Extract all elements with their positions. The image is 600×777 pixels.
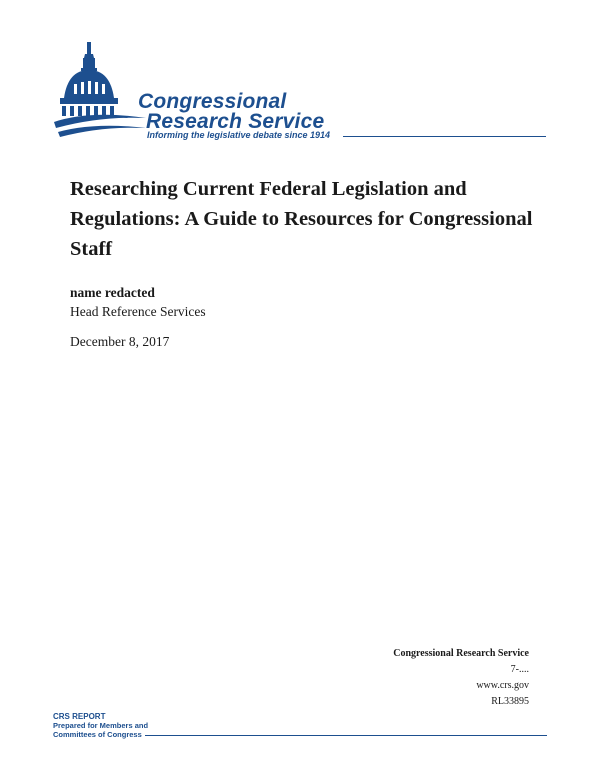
tagline-rule	[343, 136, 546, 137]
publisher-info	[393, 646, 529, 710]
footer-subtitle-line2: Committees of Congress	[53, 730, 142, 739]
report-number: RL33895	[491, 696, 529, 707]
capitol-dome-icon	[50, 40, 150, 145]
footer-subtitle-line1: Prepared for Members and	[53, 721, 149, 730]
org-name-line1: Congressional	[138, 90, 287, 113]
report-title: Researching Current Federal Legislation and Regulations: A Guide to Resources for Congressional Staff	[70, 178, 533, 260]
crs-logo	[50, 40, 550, 145]
report-date: December 8, 2017	[70, 334, 170, 349]
footer-crs-report-label: CRS REPORT	[53, 712, 106, 721]
author-role: Head Reference Services	[70, 304, 206, 319]
publisher-website[interactable]: www.crs.gov	[476, 680, 529, 691]
org-name-line2: Research Service	[146, 110, 325, 133]
author-name: name redacted	[70, 285, 155, 300]
publisher-name: Congressional Research Service	[393, 648, 529, 659]
footer-rule	[145, 735, 547, 736]
logo-tagline: Informing the legislative debate since 1914	[147, 130, 331, 140]
publisher-phone: 7-....	[510, 664, 529, 675]
